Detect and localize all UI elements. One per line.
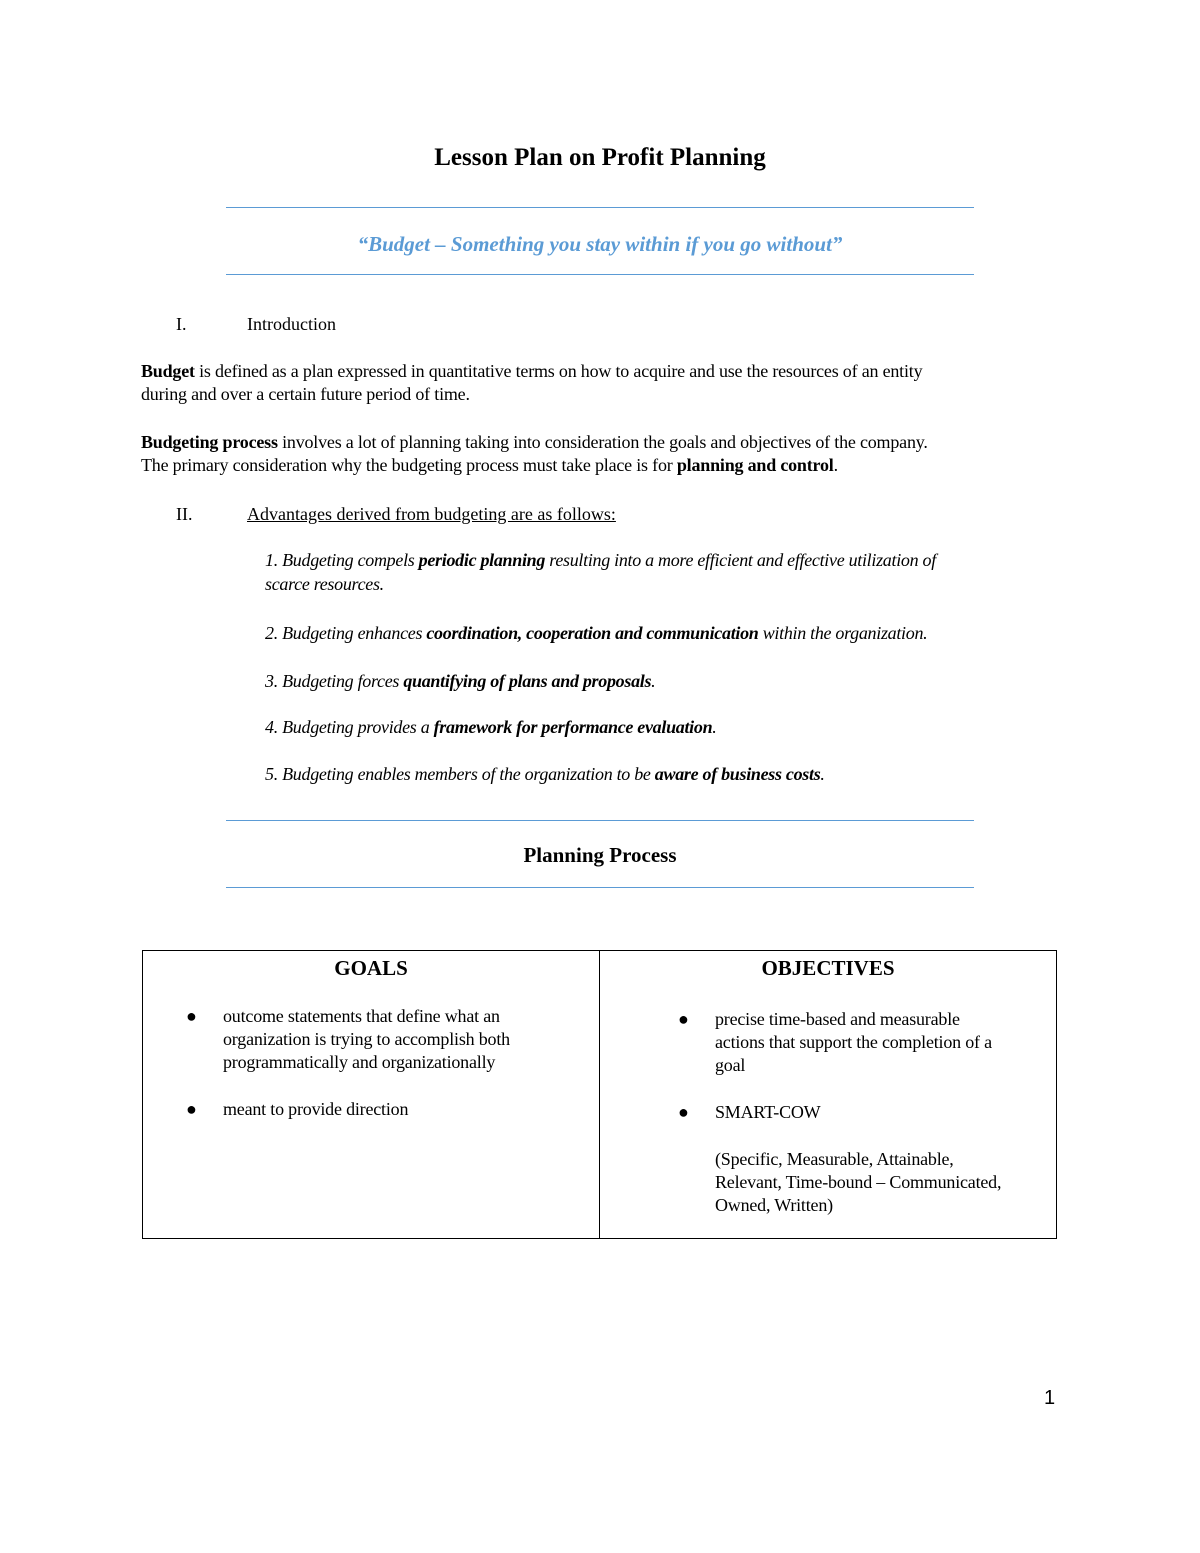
section-numeral: II. [176,504,193,524]
goals-header: GOALS [334,956,408,980]
budgeting-process-term: Budgeting process [141,432,278,452]
bullet-line: organization is trying to accomplish both [223,1029,510,1049]
goals-column [143,951,600,1238]
section-top-rule [226,820,974,821]
advantage-emphasis: framework for performance evaluation [433,717,713,737]
paragraph-line [141,360,1061,383]
bullet-text [223,1098,583,1121]
planning-and-control-term: planning and control [676,455,834,475]
advantage-text: 3. Budgeting forces [265,671,404,691]
paragraph-line: during and over a certain future period of time. [141,384,470,404]
paragraph-text: The primary consideration why the budgeting process must take place is for [141,455,677,475]
bullet-line: actions that support the completion of a [715,1032,992,1052]
bullet-line: goal [715,1055,746,1075]
section-heading-text: Introduction [247,314,336,334]
section-bottom-rule [226,887,974,888]
budget-term: Budget [141,361,195,381]
advantage-item [265,762,1055,786]
advantage-line: scarce resources. [265,574,384,594]
note-line: (Specific, Measurable, Attainable, [715,1149,954,1169]
advantage-text: . [712,717,717,737]
page-number: 1 [1044,1387,1056,1409]
bullet-dot-icon: ● [186,1099,197,1119]
objectives-column [600,951,1056,1238]
advantage-text: 2. Budgeting enhances [265,623,427,643]
advantage-text: . [820,764,825,784]
section-heading-text: Advantages derived from budgeting are as follows: [247,504,616,524]
note-line: Owned, Written) [715,1195,833,1215]
paragraph-line [141,454,1061,477]
note-text [715,1148,1055,1217]
paragraph-line [141,431,1061,454]
section-numeral: I. [176,314,187,334]
planning-process-title: Planning Process [523,843,677,867]
advantage-text: 5. Budgeting enables members of the organization to be [265,764,655,784]
bullet-line: SMART-COW [715,1102,821,1122]
quote-text: “Budget – Something you stay within if you go without” [357,232,843,256]
paragraph-text: is defined as a plan expressed in quantitative terms on how to acquire and use the resources of an entity [194,361,923,381]
bullet-dot-icon: ● [678,1102,689,1122]
bullet-text [715,1101,1045,1124]
advantage-emphasis: periodic planning [418,550,546,570]
bullet-line: precise time-based and measurable [715,1009,960,1029]
advantage-item [265,548,1055,596]
bullet-line: outcome statements that define what an [223,1006,500,1026]
budgeting-process-paragraph [141,431,1061,477]
advantage-item [265,715,1055,739]
advantage-emphasis: aware of business costs [654,764,821,784]
objectives-header: OBJECTIVES [761,956,895,980]
advantage-line [265,548,1055,572]
goals-objectives-table [142,950,1057,1239]
budget-definition-paragraph [141,360,1061,406]
advantage-text: within the organization. [758,623,928,643]
bullet-text [715,1008,1045,1077]
bullet-line: meant to provide direction [223,1099,409,1119]
advantage-text: . [651,671,656,691]
advantage-emphasis: coordination, cooperation and communication [426,623,759,643]
quote-bottom-rule [226,274,974,275]
advantage-text: 4. Budgeting provides a [265,717,434,737]
paragraph-text: involves a lot of planning taking into consideration the goals and objectives of the company. [277,432,928,452]
bullet-line: programmatically and organizationally [223,1052,496,1072]
advantage-text: 1. Budgeting compels [265,550,419,570]
bullet-dot-icon: ● [186,1006,197,1026]
document-title: Lesson Plan on Profit Planning [434,144,766,171]
advantage-text: resulting into a more efficient and effective utilization of [545,550,936,570]
advantage-emphasis: quantifying of plans and proposals [403,671,652,691]
paragraph-text: . [833,455,838,475]
bullet-text [223,1005,583,1074]
advantage-item [265,669,1055,693]
advantage-item [265,621,1055,645]
bullet-dot-icon: ● [678,1009,689,1029]
note-line: Relevant, Time-bound – Communicated, [715,1172,1002,1192]
quote-top-rule [226,207,974,208]
